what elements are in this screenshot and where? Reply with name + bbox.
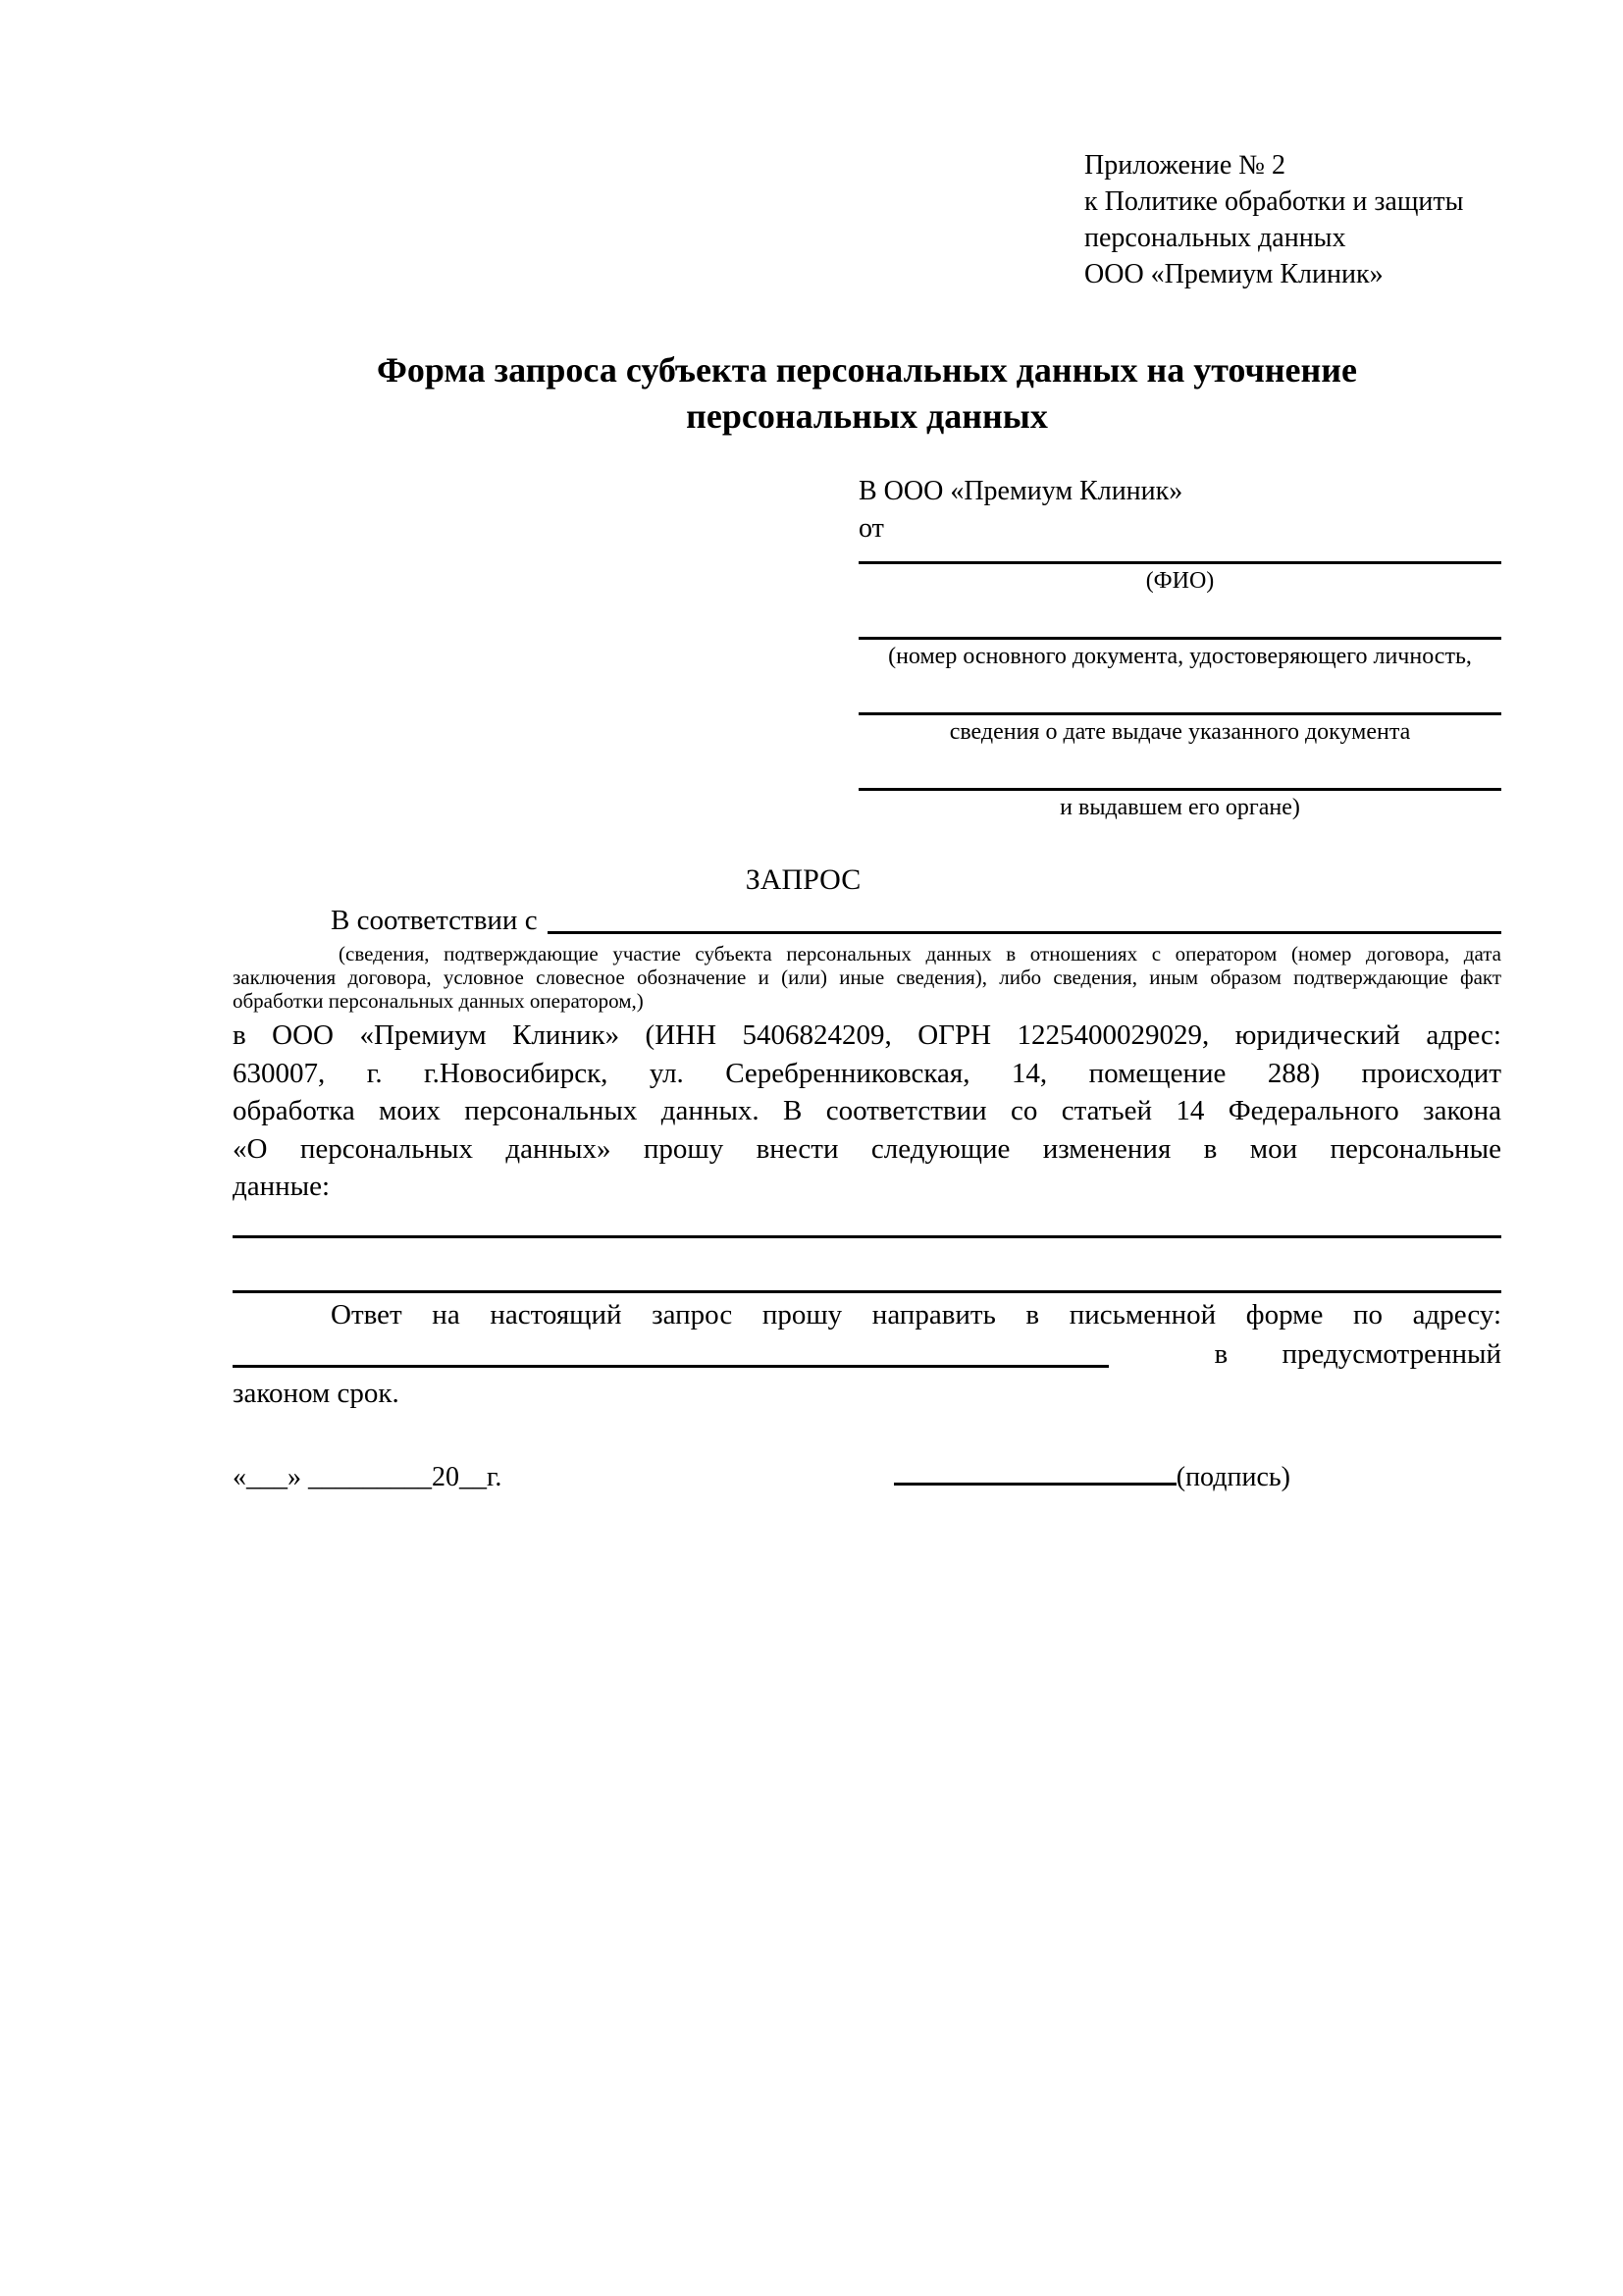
basis-caption xyxy=(233,942,1501,1013)
basis-caption-line: обработки персональных данных оператором,) xyxy=(233,989,644,1013)
basis-fill-line xyxy=(548,901,1501,934)
document-number-fill-line xyxy=(859,637,1501,640)
issue-date-field xyxy=(859,712,1501,745)
appendix-header-line: персональных данных xyxy=(1084,223,1346,253)
basis-caption-line: (сведения, подтверждающие участие субъекта персональных данных в отношениях с оператором (номер договора, дата xyxy=(339,942,1501,965)
fio-caption: (ФИО) xyxy=(1145,568,1215,594)
document-number-field xyxy=(859,637,1501,669)
addressee-from: от xyxy=(859,513,884,544)
fio-fill-line xyxy=(859,561,1501,564)
request-heading: ЗАПРОС xyxy=(745,863,862,896)
basis-line xyxy=(233,901,1501,940)
request-body-line: в ООО «Премиум Клиник» (ИНН 5406824209, ОГРН 1225400029029, юридический адрес: xyxy=(233,1019,1501,1051)
request-body-line: данные: xyxy=(233,1171,331,1202)
date-blank: «___» _________20__г. xyxy=(233,1461,502,1492)
document-title-line: персональных данных xyxy=(686,396,1048,436)
issuing-authority-field xyxy=(859,788,1501,820)
basis-prefix: В соответствии с xyxy=(331,905,538,936)
fio-field xyxy=(859,561,1501,594)
date-signature-row xyxy=(233,1458,1501,1497)
issue-date-fill-line xyxy=(859,712,1501,715)
appendix-header-line: к Политике обработки и защиты xyxy=(1084,186,1464,217)
changes-fill-line-1 xyxy=(233,1206,1501,1238)
document-title-line: Форма запроса субъекта персональных данных на уточнение xyxy=(377,350,1357,390)
request-body-line: «О персональных данных» прошу внести следующие изменения в мои персональные xyxy=(233,1132,1501,1165)
issuing-authority-fill-line xyxy=(859,788,1501,791)
document-title xyxy=(233,347,1501,440)
appendix-header xyxy=(1084,147,1501,292)
appendix-header-line: Приложение № 2 xyxy=(1084,150,1285,181)
appendix-header-line: ООО «Премиум Клиник» xyxy=(1084,259,1384,289)
signature-group xyxy=(894,1458,1290,1497)
issuing-authority-caption: и выдавшем его органе) xyxy=(1060,795,1300,820)
document-number-caption: (номер основного документа, удостоверяющего личность, xyxy=(888,644,1472,669)
request-body-line: 630007, г. г.Новосибирск, ул. Серебренниковская, 14, помещение 288) происходит xyxy=(233,1057,1501,1089)
addressee-to: В ООО «Премиум Клиник» xyxy=(859,476,1183,506)
addressee-block xyxy=(859,473,1501,820)
address-fill-line xyxy=(233,1334,1109,1368)
signature-fill-line xyxy=(894,1483,1177,1486)
reply-suffix: в предусмотренный xyxy=(1214,1337,1501,1370)
changes-fill-line-2 xyxy=(233,1238,1501,1293)
reply-line-end: законом срок. xyxy=(233,1377,399,1409)
signature-caption: (подпись) xyxy=(1176,1461,1290,1492)
reply-address-line xyxy=(233,1334,1501,1374)
request-body xyxy=(233,1017,1501,1206)
issue-date-caption: сведения о дате выдаче указанного документа xyxy=(949,719,1411,745)
basis-caption-line: заключения договора, условное словесное обозначение и (или) иные сведения), либо сведения, иным образом подтверждающие факт xyxy=(233,965,1501,989)
reply-request-line: Ответ на настоящий запрос прошу направить в письменной форме по адресу: xyxy=(331,1298,1501,1331)
request-body-line: обработка моих персональных данных. В соответствии со статьей 14 Федерального закона xyxy=(233,1095,1501,1126)
